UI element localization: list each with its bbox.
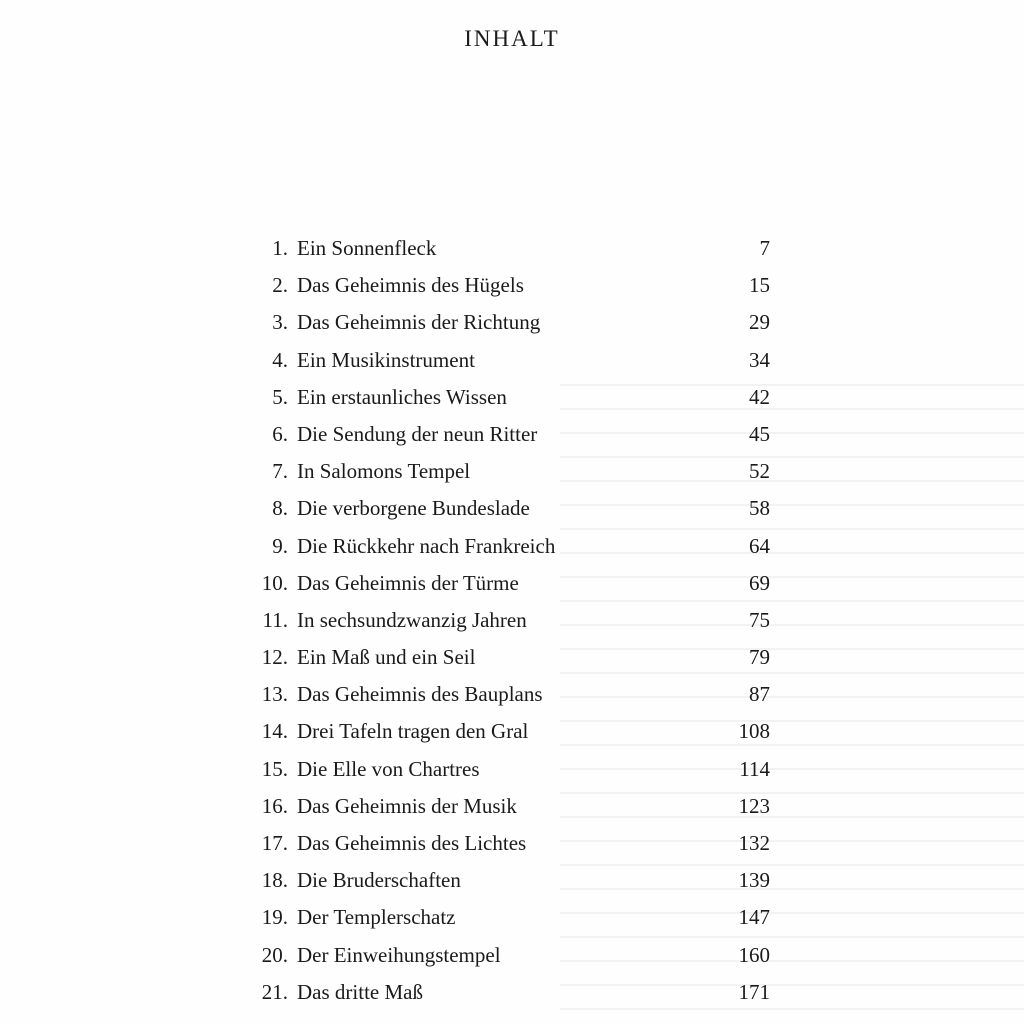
toc-entry-page-number: 160 bbox=[738, 942, 770, 967]
toc-entry-number: 17. bbox=[261, 831, 288, 855]
toc-entry-page-number: 58 bbox=[749, 496, 770, 521]
toc-entry-page-number: 147 bbox=[738, 905, 770, 930]
toc-entry-title: In Salomons Tempel bbox=[297, 459, 471, 484]
toc-entry-page-number: 15 bbox=[749, 273, 770, 298]
toc-entry-number: 4. bbox=[272, 347, 288, 372]
toc-entry bbox=[240, 937, 770, 974]
toc-entry bbox=[240, 230, 770, 267]
toc-entry-page-number: 69 bbox=[749, 570, 770, 595]
toc-entry-title: Das Geheimnis des Bauplans bbox=[297, 682, 543, 707]
toc-entry bbox=[240, 379, 770, 416]
toc-entry-number: 11. bbox=[262, 607, 288, 632]
toc-entry bbox=[240, 713, 770, 750]
toc-entry-title: Ein Maß und ein Seil bbox=[297, 645, 476, 670]
toc-entry-page-number: 108 bbox=[738, 719, 770, 744]
toc-entry-page-number: 29 bbox=[749, 310, 770, 335]
toc-entry-page-number: 52 bbox=[749, 459, 770, 484]
toc-entry-title: Das Geheimnis des Hügels bbox=[297, 273, 524, 298]
table-of-contents bbox=[240, 230, 770, 1011]
toc-entry bbox=[240, 304, 770, 341]
toc-entry-page-number: 171 bbox=[738, 979, 770, 1004]
toc-entry bbox=[240, 416, 770, 453]
toc-entry-title: Die Rückkehr nach Frankreich bbox=[297, 533, 556, 558]
toc-entry-number: 6. bbox=[272, 421, 288, 446]
toc-entry bbox=[240, 825, 770, 862]
toc-entry-page-number: 45 bbox=[749, 421, 770, 446]
toc-entry-page-number: 7 bbox=[759, 236, 770, 260]
toc-entry-title: Die Elle von Chartres bbox=[297, 756, 480, 781]
toc-entry-page-number: 132 bbox=[738, 831, 770, 855]
toc-entry-number: 18. bbox=[261, 868, 288, 893]
toc-entry-title: Die Bruderschaften bbox=[297, 868, 461, 893]
toc-entry bbox=[240, 342, 770, 379]
toc-entry-title: Das Geheimnis der Türme bbox=[297, 570, 519, 595]
toc-entry bbox=[240, 974, 770, 1011]
toc-entry-page-number: 79 bbox=[749, 645, 770, 670]
toc-entry-title: In sechsundzwanzig Jahren bbox=[297, 607, 527, 632]
toc-entry bbox=[240, 788, 770, 825]
toc-entry-number: 20. bbox=[261, 942, 288, 967]
toc-entry-title: Das Geheimnis des Lichtes bbox=[297, 831, 527, 855]
toc-entry-title: Ein Musikinstrument bbox=[297, 347, 475, 372]
toc-entry bbox=[240, 639, 770, 676]
toc-entry-page-number: 64 bbox=[749, 533, 770, 558]
toc-entry bbox=[240, 676, 770, 713]
toc-entry bbox=[240, 751, 770, 788]
toc-entry-number: 21. bbox=[261, 979, 288, 1004]
toc-entry bbox=[240, 490, 770, 527]
toc-entry-title: Ein erstaunliches Wissen bbox=[297, 384, 507, 409]
toc-entry-number: 1. bbox=[272, 236, 288, 260]
toc-entry-number: 13. bbox=[261, 682, 288, 707]
toc-entry bbox=[240, 453, 770, 490]
toc-entry-page-number: 87 bbox=[749, 682, 770, 707]
toc-entry-title: Drei Tafeln tragen den Gral bbox=[297, 719, 529, 744]
toc-entry-page-number: 123 bbox=[738, 793, 770, 818]
toc-entry bbox=[240, 899, 770, 936]
toc-entry bbox=[240, 565, 770, 602]
toc-entry-number: 5. bbox=[272, 384, 288, 409]
toc-entry-number: 3. bbox=[272, 310, 288, 335]
toc-entry-title: Die verborgene Bundeslade bbox=[297, 496, 530, 521]
toc-entry-title: Der Templerschatz bbox=[297, 905, 456, 930]
toc-entry bbox=[240, 602, 770, 639]
toc-entry-number: 10. bbox=[261, 570, 288, 595]
toc-entry-title: Das Geheimnis der Richtung bbox=[297, 310, 541, 335]
toc-entry-page-number: 114 bbox=[739, 756, 770, 781]
toc-entry-number: 16. bbox=[261, 793, 288, 818]
toc-entry-number: 12. bbox=[261, 645, 288, 670]
toc-entry-page-number: 139 bbox=[738, 868, 770, 893]
toc-entry-number: 7. bbox=[272, 459, 288, 484]
toc-entry-title: Die Sendung der neun Ritter bbox=[297, 421, 538, 446]
toc-entry-page-number: 42 bbox=[749, 384, 770, 409]
toc-entry-title: Das Geheimnis der Musik bbox=[297, 793, 517, 818]
toc-entry-number: 9. bbox=[272, 533, 288, 558]
toc-entry-number: 14. bbox=[261, 719, 288, 744]
toc-entry-number: 2. bbox=[272, 273, 288, 298]
page-title: INHALT bbox=[464, 26, 560, 51]
toc-entry-page-number: 75 bbox=[749, 607, 770, 632]
toc-entry bbox=[240, 862, 770, 899]
toc-entry-number: 8. bbox=[272, 496, 288, 521]
toc-entry-title: Der Einweihungstempel bbox=[297, 942, 501, 967]
toc-entry-number: 15. bbox=[261, 756, 288, 781]
toc-entry-title: Das dritte Maß bbox=[297, 979, 423, 1004]
toc-entry-page-number: 34 bbox=[749, 347, 770, 372]
toc-entry bbox=[240, 267, 770, 304]
toc-entry-number: 19. bbox=[261, 905, 288, 930]
toc-entry bbox=[240, 528, 770, 565]
toc-entry-title: Ein Sonnenfleck bbox=[297, 236, 437, 260]
